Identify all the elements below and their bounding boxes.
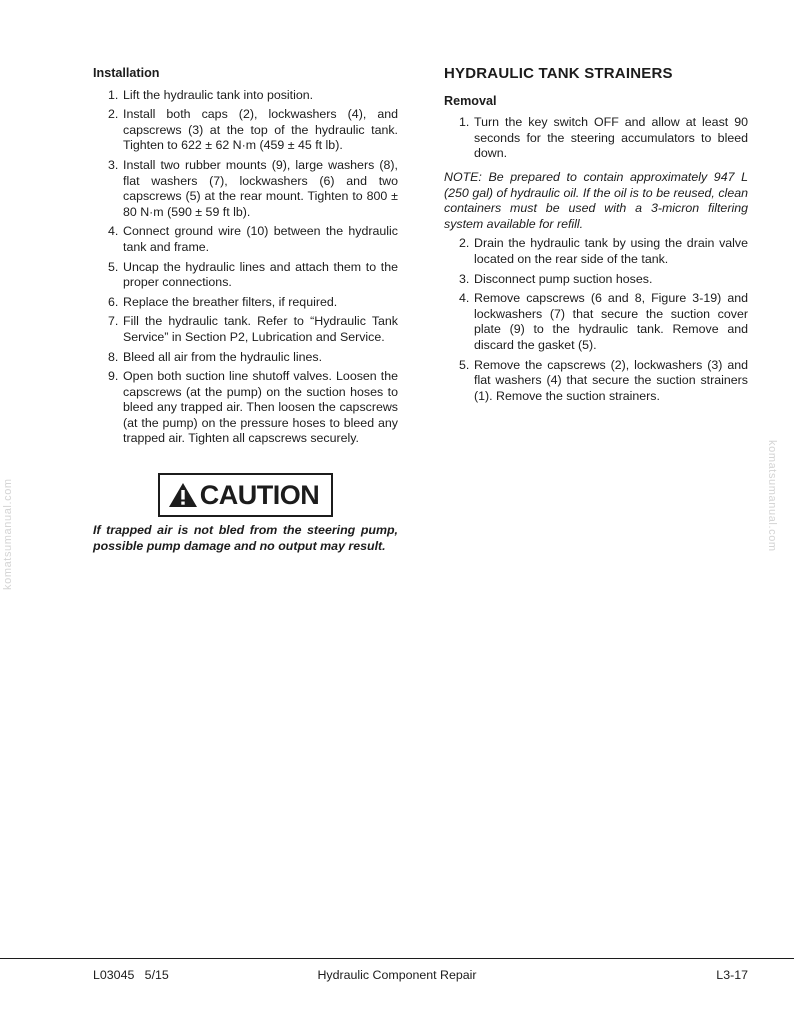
footer-divider: [0, 958, 794, 959]
footer-section-title: Hydraulic Component Repair: [317, 968, 477, 982]
installation-steps: [93, 88, 398, 447]
list-item: 2. Install both caps (2), lockwashers (4), and capscrews (3) at the top of the hydraulic tank. Tighten to 622 ± 62 N·m (459 ± 45 ft lb).: [108, 107, 398, 153]
removal-steps-a: [444, 115, 748, 162]
list-item: 5. Remove the capscrews (2), lockwashers (3) and flat washers (4) that secure the suction strainers (1). Remove the suction strainers.: [459, 357, 748, 403]
list-item: 3. Disconnect pump suction hoses.: [459, 271, 653, 286]
list-item: 8. Bleed all air from the hydraulic lines.: [108, 349, 323, 364]
caution-label: CAUTION: [199, 480, 320, 511]
list-item: 2. Drain the hydraulic tank by using the drain valve located on the rear side of the tank.: [459, 236, 748, 266]
right-column: [444, 66, 748, 408]
installation-heading: Installation: [93, 66, 160, 80]
list-item: 1. Lift the hydraulic tank into position.: [108, 87, 314, 102]
list-item: 7. Fill the hydraulic tank. Refer to “Hydraulic Tank Service” in Section P2, Lubrication and Service.: [108, 314, 398, 344]
watermark-left: komatsumanual.com: [2, 478, 14, 590]
note-text: NOTE: Be prepared to contain approximately 947 L (250 gal) of hydraulic oil. If the oil is to be reused, clean containers must be used with a 3-micron filtering system available for refill.: [444, 169, 748, 231]
footer-doc-id: L03045 5/15: [93, 968, 169, 982]
list-item: 6. Replace the breather filters, if required.: [108, 294, 338, 309]
section-title: HYDRAULIC TANK STRAINERS: [444, 65, 673, 82]
list-item: 3. Install two rubber mounts (9), large washers (8), flat washers (7), lockwashers (6) and two capscrews (5) at the rear mount. Tighten to 800 ± 80 N·m (590 ± 59 ft lb).: [108, 157, 398, 219]
footer-page-number: L3-17: [716, 968, 748, 982]
list-item: 4. Remove capscrews (6 and 8, Figure 3-19) and lockwashers (7) that secure the suction cover plate (9) to the hydraulic tank. Remove and discard the gasket (5).: [459, 291, 748, 352]
list-item: 1. Turn the key switch OFF and allow at least 90 seconds for the steering accumulators to bleed down.: [459, 115, 748, 161]
removal-steps-b: [444, 236, 748, 404]
removal-heading: Removal: [444, 93, 497, 108]
caution-message: If trapped air is not bled from the steering pump, possible pump damage and no output may result.: [93, 523, 398, 553]
list-item: 4. Connect ground wire (10) between the hydraulic tank and frame.: [108, 224, 398, 254]
caution-block: [93, 473, 398, 517]
list-item: 9. Open both suction line shutoff valves. Loosen the capscrews (at the pump) on the suction hoses to bleed any trapped air. Then loosen the capscrews (at the pump) on the pressure hoses to bleed any trapped air. Tighten all capscrews securely.: [108, 369, 398, 446]
left-column: [93, 66, 398, 554]
watermark-right: komatsumanual.com: [766, 440, 778, 552]
warning-triangle-icon: [168, 482, 198, 508]
caution-box: [158, 473, 334, 517]
list-item: 5. Uncap the hydraulic lines and attach them to the proper connections.: [108, 259, 398, 290]
